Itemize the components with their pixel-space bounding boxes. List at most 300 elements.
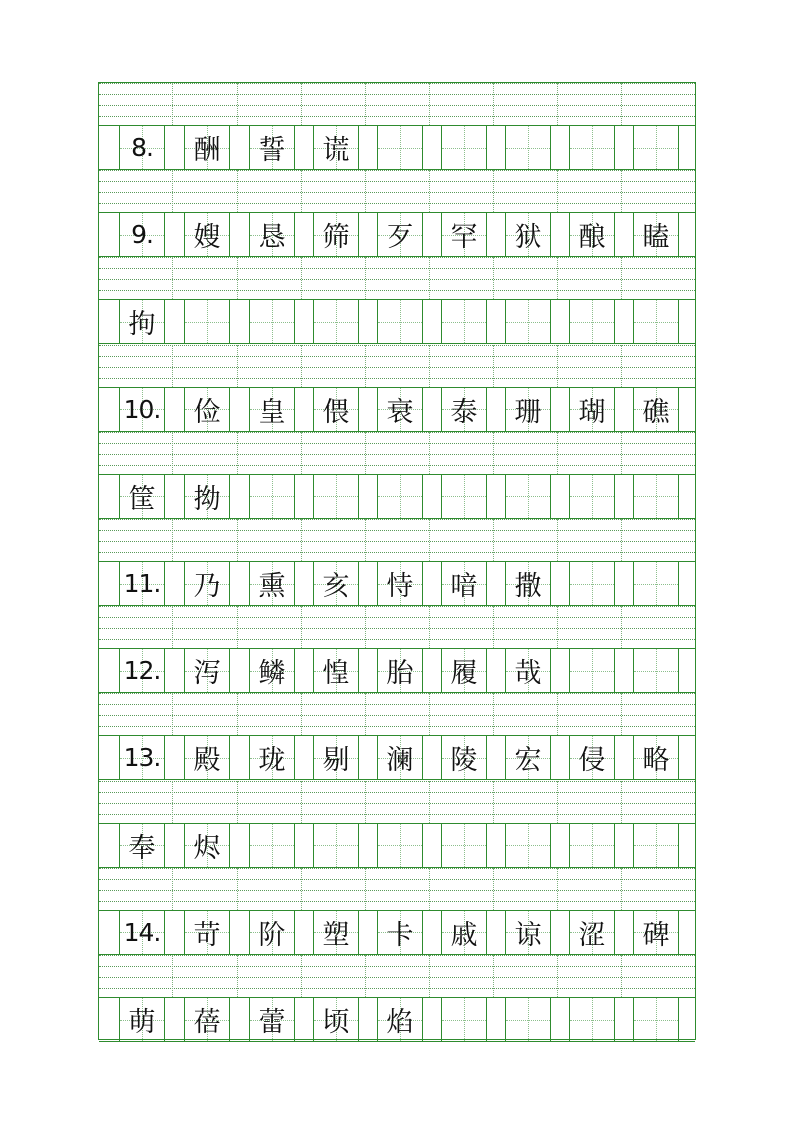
- character: 胎: [386, 658, 414, 690]
- tianzige-cell: [633, 299, 679, 344]
- pinyin-column-divider: [172, 432, 173, 474]
- character: 哉: [514, 658, 542, 690]
- character: [634, 998, 678, 1041]
- character-row: [99, 474, 695, 519]
- tianzige-cell: [184, 910, 230, 955]
- pinyin-column-divider: [301, 693, 302, 735]
- character: 塑: [322, 919, 350, 951]
- character: 谎: [322, 135, 350, 166]
- tianzige-cell: [633, 997, 679, 1042]
- character: 恳: [258, 222, 286, 254]
- pinyin-column-divider: [237, 955, 238, 997]
- item-number: 10.: [123, 394, 161, 424]
- character: [506, 824, 550, 867]
- pinyin-column-divider: [429, 83, 430, 125]
- tianzige-cell: [633, 823, 679, 868]
- character: [378, 824, 422, 867]
- tianzige-cell: [505, 212, 551, 257]
- character: [378, 126, 422, 169]
- pinyin-guide-line: [99, 519, 695, 520]
- tianzige-cell: [569, 561, 615, 606]
- tianzige-cell: [633, 648, 679, 693]
- pinyin-column-divider: [237, 781, 238, 823]
- character: 撒: [514, 571, 542, 602]
- pinyin-column-divider: [301, 83, 302, 125]
- tianzige-cell: [441, 561, 487, 606]
- tianzige-cell: [119, 648, 165, 693]
- tianzige-cell: [377, 910, 423, 955]
- character: 鳞: [258, 658, 286, 690]
- pinyin-column-divider: [493, 519, 494, 561]
- pinyin-column-divider: [557, 693, 558, 735]
- tianzige-cell: [441, 648, 487, 693]
- tianzige-cell: [505, 125, 551, 170]
- character: 惶: [322, 658, 350, 690]
- tianzige-cell: [377, 125, 423, 170]
- pinyin-guide-line: [99, 443, 695, 444]
- tianzige-cell: [119, 299, 165, 344]
- character: 蓓: [193, 1007, 221, 1038]
- pinyin-band: [99, 868, 695, 910]
- pinyin-guide-line: [99, 693, 695, 694]
- character: 狱: [514, 222, 542, 254]
- pinyin-guide-line: [99, 454, 695, 455]
- pinyin-guide-line: [99, 356, 695, 357]
- practice-sheet: [98, 82, 696, 1040]
- tianzige-cell: [505, 735, 551, 780]
- pinyin-column-divider: [493, 257, 494, 299]
- character-row: [99, 387, 695, 432]
- pinyin-guide-line: [99, 879, 695, 880]
- pinyin-column-divider: [493, 693, 494, 735]
- pinyin-guide-line: [99, 868, 695, 869]
- tianzige-cell: [569, 387, 615, 432]
- character: 泰: [450, 396, 478, 428]
- pinyin-column-divider: [301, 432, 302, 474]
- pinyin-column-divider: [429, 606, 430, 648]
- character: [314, 475, 358, 518]
- character: [442, 300, 486, 343]
- pinyin-column-divider: [172, 345, 173, 387]
- character: 喑: [450, 571, 478, 602]
- tianzige-cell: [633, 125, 679, 170]
- pinyin-guide-line: [99, 704, 695, 705]
- pinyin-guide-line: [99, 552, 695, 553]
- pinyin-band: [99, 519, 695, 561]
- character: [570, 300, 614, 343]
- pinyin-guide-line: [99, 105, 695, 106]
- pinyin-band: [99, 606, 695, 648]
- character: [634, 126, 678, 169]
- character: 卡: [386, 919, 414, 951]
- character: [378, 475, 422, 518]
- pinyin-column-divider: [237, 519, 238, 561]
- tianzige-cell: [633, 561, 679, 606]
- tianzige-cell: [249, 387, 295, 432]
- pinyin-guide-line: [99, 541, 695, 542]
- tianzige-cell: [441, 735, 487, 780]
- pinyin-column-divider: [237, 693, 238, 735]
- character: 宏: [514, 745, 542, 777]
- tianzige-cell: [441, 387, 487, 432]
- character: [250, 824, 294, 867]
- character: 誓: [258, 135, 286, 166]
- character: 恃: [386, 571, 414, 602]
- pinyin-guide-line: [99, 890, 695, 891]
- character: [314, 824, 358, 867]
- character: [634, 475, 678, 518]
- item-number: 12.: [123, 656, 161, 686]
- character: 罕: [450, 222, 478, 254]
- pinyin-column-divider: [301, 868, 302, 910]
- pinyin-column-divider: [429, 345, 430, 387]
- pinyin-band: [99, 955, 695, 997]
- pinyin-band: [99, 257, 695, 299]
- tianzige-cell: [119, 823, 165, 868]
- pinyin-column-divider: [621, 868, 622, 910]
- pinyin-guide-line: [99, 606, 695, 607]
- pinyin-column-divider: [621, 955, 622, 997]
- tianzige-cell: [441, 474, 487, 519]
- character: 酿: [578, 222, 606, 254]
- pinyin-column-divider: [493, 345, 494, 387]
- item-number: 9.: [131, 220, 153, 250]
- pinyin-column-divider: [557, 257, 558, 299]
- character: 珊: [514, 396, 542, 428]
- character: [185, 300, 229, 343]
- pinyin-column-divider: [557, 432, 558, 474]
- character: [506, 475, 550, 518]
- pinyin-column-divider: [301, 955, 302, 997]
- pinyin-guide-line: [99, 726, 695, 727]
- pinyin-column-divider: [621, 606, 622, 648]
- tianzige-cell: [441, 299, 487, 344]
- pinyin-guide-line: [99, 465, 695, 466]
- pinyin-column-divider: [621, 781, 622, 823]
- pinyin-column-divider: [301, 519, 302, 561]
- pinyin-column-divider: [365, 432, 366, 474]
- pinyin-column-divider: [429, 257, 430, 299]
- pinyin-column-divider: [172, 257, 173, 299]
- pinyin-column-divider: [621, 345, 622, 387]
- character: 剔: [322, 745, 350, 777]
- pinyin-column-divider: [429, 781, 430, 823]
- pinyin-column-divider: [493, 606, 494, 648]
- pinyin-guide-line: [99, 901, 695, 902]
- pinyin-column-divider: [365, 83, 366, 125]
- tianzige-cell: [119, 910, 165, 955]
- pinyin-column-divider: [557, 345, 558, 387]
- character: 陵: [450, 745, 478, 777]
- tianzige-cell: [313, 212, 359, 257]
- pinyin-guide-line: [99, 116, 695, 117]
- tianzige-cell: [505, 299, 551, 344]
- pinyin-guide-line: [99, 257, 695, 258]
- tianzige-cell: [505, 648, 551, 693]
- tianzige-cell: [249, 997, 295, 1042]
- tianzige-cell: [249, 735, 295, 780]
- tianzige-cell: [377, 648, 423, 693]
- tianzige-cell: [569, 735, 615, 780]
- character: 礁: [642, 396, 670, 428]
- character: 谅: [514, 919, 542, 951]
- tianzige-cell: [313, 474, 359, 519]
- pinyin-column-divider: [557, 606, 558, 648]
- character: 乃: [193, 571, 221, 602]
- pinyin-column-divider: [365, 519, 366, 561]
- character: [442, 824, 486, 867]
- tianzige-cell: [633, 910, 679, 955]
- tianzige-cell: [633, 212, 679, 257]
- item-number: 13.: [123, 743, 161, 773]
- pinyin-column-divider: [365, 606, 366, 648]
- pinyin-guide-line: [99, 803, 695, 804]
- character: [506, 300, 550, 343]
- pinyin-guide-line: [99, 290, 695, 291]
- pinyin-column-divider: [365, 693, 366, 735]
- tianzige-cell: [377, 561, 423, 606]
- tianzige-cell: [313, 648, 359, 693]
- tianzige-cell: [313, 387, 359, 432]
- tianzige-cell: [377, 997, 423, 1042]
- tianzige-cell: [184, 299, 230, 344]
- tianzige-cell: [633, 387, 679, 432]
- pinyin-guide-line: [99, 378, 695, 379]
- character: 歹: [386, 222, 414, 254]
- tianzige-cell: [184, 474, 230, 519]
- pinyin-guide-line: [99, 432, 695, 433]
- character: 烬: [193, 832, 221, 864]
- pinyin-guide-line: [99, 83, 695, 84]
- pinyin-column-divider: [172, 170, 173, 212]
- tianzige-cell: [505, 823, 551, 868]
- tianzige-cell: [119, 997, 165, 1042]
- character: 殿: [193, 745, 221, 777]
- character: 侵: [578, 745, 606, 777]
- pinyin-column-divider: [493, 781, 494, 823]
- tianzige-cell: [441, 997, 487, 1042]
- pinyin-column-divider: [237, 345, 238, 387]
- character-row: [99, 910, 695, 955]
- pinyin-column-divider: [365, 868, 366, 910]
- tianzige-cell: [249, 648, 295, 693]
- tianzige-cell: [119, 474, 165, 519]
- pinyin-guide-line: [99, 170, 695, 171]
- character: 拗: [193, 483, 221, 515]
- pinyin-column-divider: [429, 955, 430, 997]
- pinyin-guide-line: [99, 814, 695, 815]
- character: 澜: [386, 745, 414, 777]
- tianzige-cell: [313, 910, 359, 955]
- pinyin-column-divider: [172, 781, 173, 823]
- pinyin-column-divider: [493, 955, 494, 997]
- character: 瞌: [642, 222, 670, 254]
- character: 奉: [128, 832, 156, 864]
- pinyin-column-divider: [621, 693, 622, 735]
- tianzige-cell: [184, 125, 230, 170]
- character: 嫂: [193, 222, 221, 254]
- pinyin-column-divider: [172, 868, 173, 910]
- tianzige-cell: [633, 474, 679, 519]
- character: 瑚: [578, 396, 606, 428]
- character: 珑: [258, 745, 286, 777]
- character-row: [99, 997, 695, 1042]
- character: [314, 300, 358, 343]
- pinyin-guide-line: [99, 367, 695, 368]
- pinyin-band: [99, 693, 695, 735]
- character: [570, 824, 614, 867]
- tianzige-cell: [441, 910, 487, 955]
- tianzige-cell: [377, 735, 423, 780]
- character-row: [99, 735, 695, 780]
- character: 酬: [193, 135, 221, 166]
- pinyin-band: [99, 432, 695, 474]
- tianzige-cell: [184, 648, 230, 693]
- tianzige-cell: [569, 299, 615, 344]
- pinyin-guide-line: [99, 181, 695, 182]
- tianzige-cell: [569, 910, 615, 955]
- character: [442, 998, 486, 1041]
- tianzige-cell: [249, 212, 295, 257]
- character: 俭: [193, 396, 221, 428]
- character: [570, 126, 614, 169]
- tianzige-cell: [119, 387, 165, 432]
- item-number: 11.: [123, 569, 161, 598]
- pinyin-band: [99, 781, 695, 823]
- tianzige-cell: [249, 474, 295, 519]
- tianzige-cell: [569, 997, 615, 1042]
- character: [634, 562, 678, 605]
- character: [570, 649, 614, 692]
- pinyin-guide-line: [99, 628, 695, 629]
- pinyin-column-divider: [301, 257, 302, 299]
- tianzige-cell: [505, 387, 551, 432]
- pinyin-column-divider: [621, 170, 622, 212]
- character: 苛: [193, 919, 221, 951]
- character: 泻: [193, 658, 221, 690]
- pinyin-column-divider: [365, 345, 366, 387]
- pinyin-guide-line: [99, 639, 695, 640]
- pinyin-column-divider: [237, 868, 238, 910]
- pinyin-column-divider: [365, 781, 366, 823]
- tianzige-cell: [569, 648, 615, 693]
- pinyin-column-divider: [237, 606, 238, 648]
- character: 碑: [642, 919, 670, 951]
- character-row: [99, 299, 695, 344]
- tianzige-cell: [377, 823, 423, 868]
- pinyin-band: [99, 83, 695, 125]
- character: [570, 998, 614, 1041]
- pinyin-column-divider: [493, 432, 494, 474]
- character: 涩: [578, 919, 606, 951]
- tianzige-cell: [119, 561, 165, 606]
- pinyin-column-divider: [621, 257, 622, 299]
- character: 焰: [386, 1007, 414, 1038]
- pinyin-guide-line: [99, 966, 695, 967]
- character: 履: [450, 658, 478, 690]
- tianzige-cell: [184, 387, 230, 432]
- pinyin-column-divider: [557, 519, 558, 561]
- character: 略: [642, 745, 670, 777]
- character: 偎: [322, 396, 350, 428]
- tianzige-cell: [313, 299, 359, 344]
- character-row: [99, 561, 695, 606]
- pinyin-column-divider: [301, 781, 302, 823]
- pinyin-guide-line: [99, 279, 695, 280]
- pinyin-column-divider: [557, 955, 558, 997]
- pinyin-column-divider: [301, 170, 302, 212]
- tianzige-cell: [184, 212, 230, 257]
- pinyin-guide-line: [99, 203, 695, 204]
- pinyin-column-divider: [621, 83, 622, 125]
- tianzige-cell: [313, 561, 359, 606]
- character-row: [99, 212, 695, 257]
- pinyin-column-divider: [557, 170, 558, 212]
- pinyin-column-divider: [172, 83, 173, 125]
- pinyin-column-divider: [365, 257, 366, 299]
- pinyin-column-divider: [172, 606, 173, 648]
- tianzige-cell: [569, 212, 615, 257]
- character: 筛: [322, 222, 350, 254]
- character: [506, 126, 550, 169]
- pinyin-column-divider: [237, 170, 238, 212]
- pinyin-column-divider: [172, 519, 173, 561]
- pinyin-column-divider: [429, 519, 430, 561]
- pinyin-column-divider: [237, 432, 238, 474]
- pinyin-column-divider: [365, 955, 366, 997]
- character: [250, 475, 294, 518]
- character: 蕾: [258, 1007, 286, 1038]
- pinyin-guide-line: [99, 617, 695, 618]
- tianzige-cell: [505, 910, 551, 955]
- pinyin-guide-line: [99, 94, 695, 95]
- pinyin-band: [99, 170, 695, 212]
- pinyin-column-divider: [429, 868, 430, 910]
- tianzige-cell: [249, 299, 295, 344]
- character: 衰: [386, 396, 414, 428]
- tianzige-cell: [505, 474, 551, 519]
- tianzige-cell: [441, 823, 487, 868]
- tianzige-cell: [505, 997, 551, 1042]
- pinyin-column-divider: [557, 868, 558, 910]
- pinyin-guide-line: [99, 792, 695, 793]
- tianzige-cell: [377, 474, 423, 519]
- character: [570, 562, 614, 605]
- pinyin-guide-line: [99, 530, 695, 531]
- tianzige-cell: [377, 387, 423, 432]
- character: [442, 475, 486, 518]
- character: 熏: [258, 571, 286, 602]
- tianzige-cell: [633, 735, 679, 780]
- tianzige-cell: [184, 997, 230, 1042]
- tianzige-cell: [313, 735, 359, 780]
- pinyin-guide-line: [99, 977, 695, 978]
- character: [442, 126, 486, 169]
- pinyin-column-divider: [172, 955, 173, 997]
- character: [570, 475, 614, 518]
- pinyin-column-divider: [301, 606, 302, 648]
- tianzige-cell: [184, 823, 230, 868]
- character: [378, 300, 422, 343]
- tianzige-cell: [249, 910, 295, 955]
- character: [506, 998, 550, 1041]
- character-row: [99, 648, 695, 693]
- character: [634, 649, 678, 692]
- pinyin-column-divider: [557, 83, 558, 125]
- pinyin-column-divider: [429, 693, 430, 735]
- pinyin-guide-line: [99, 988, 695, 989]
- tianzige-cell: [377, 212, 423, 257]
